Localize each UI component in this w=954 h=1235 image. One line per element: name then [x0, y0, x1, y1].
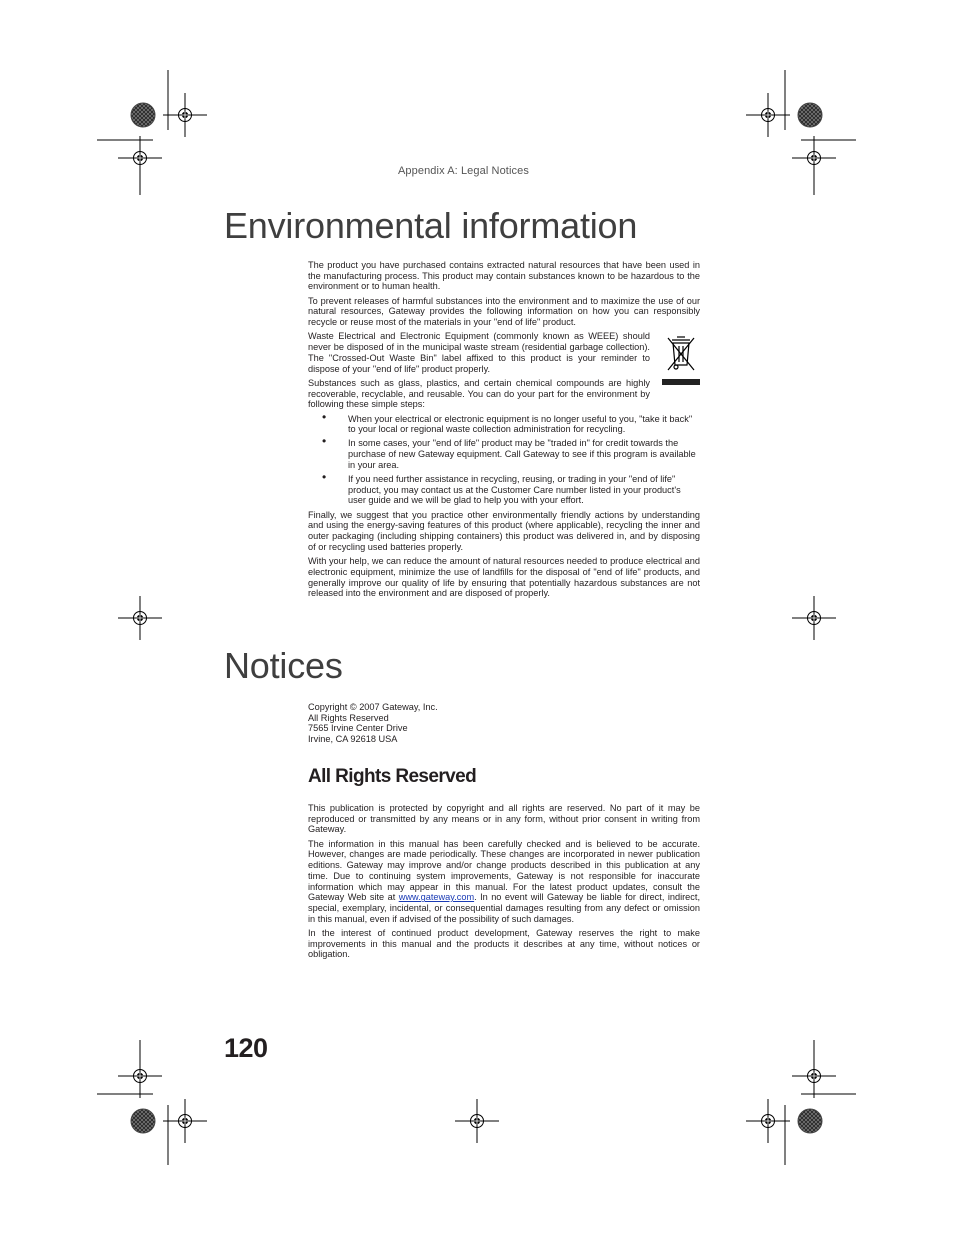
bullet-icon: • — [322, 470, 327, 485]
notices-paragraph-3: In the interest of continued product development, Gateway reserves the right to make improvements in this manual and the products it describes at any time, without notices or obligation. — [308, 927, 700, 960]
recycling-steps-list — [308, 409, 700, 507]
env-paragraph-2: To prevent releases of harmful substances into the environment and to maximize the use of our natural resources, Gateway provides the following information on how you can responsibly recycle or reuse most of the materials in your "end of life" product. — [308, 295, 700, 328]
crossed-out-waste-bin-icon — [662, 334, 700, 386]
environmental-heading: Environmental information — [224, 205, 638, 246]
gateway-website-link[interactable]: www.gateway.com — [398, 892, 475, 903]
env-paragraph-4: Substances such as glass, plastics, and certain chemical compounds are highly recoverable, recyclable, and reusable. You can do your part for the environment by following these simple steps: — [308, 377, 650, 410]
notices-paragraph-2: The information in this manual has been carefully checked and is believed to be accurate. However, changes are made periodically. These changes are incorporated in newer publication editions. Gateway may improve and/or change products described in this publication at any time. Due to continuing system improvements, Gateway is not responsible for inaccurate information which may appear in this manual. For the latest product updates, consult the Gateway Web site at www.gateway.com. In no event will Gateway be liable for direct, indirect, special, exemplary, incidental, or consequential damages resulting from any defect or omission in this manual, even if advised of the possibility of such damages. — [308, 838, 700, 924]
list-item: • If you need further assistance in recycling, reusing, or trading in your "end of life" product, you may contact us at the Customer Care number listed in your product's user guide and we will be glad to help you with your effort. — [322, 470, 681, 506]
bullet-icon: • — [322, 434, 327, 449]
all-rights-reserved-heading: All Rights Reserved — [308, 766, 477, 787]
notices-body — [308, 803, 700, 964]
env-paragraph-1: The product you have purchased contains extracted natural resources that have been used in the manufacturing process. This product may contain substances known to be hazardous to the environment or to human health. — [308, 260, 700, 292]
bullet-icon: • — [322, 409, 327, 424]
copyright-address-block — [308, 702, 700, 744]
env-paragraph-6: With your help, we can reduce the amount of natural resources needed to produce electrical and electronic equipment, minimize the use of landfills for the disposal of "end of life" products, and generally improve our quality of life by ensuring that potentially hazardous substances are not released into the environment and are disposed of properly. — [308, 556, 700, 599]
address-line: All Rights Reserved — [308, 712, 389, 723]
running-header: Appendix A: Legal Notices — [398, 165, 529, 177]
notices-heading: Notices — [224, 645, 343, 686]
address-line: 7565 Irvine Center Drive — [308, 723, 408, 733]
weee-block — [308, 331, 700, 410]
page-number: 120 — [224, 1033, 268, 1063]
address-line: Irvine, CA 92618 USA — [308, 733, 398, 744]
notices-paragraph-1: This publication is protected by copyright and all rights are reserved. No part of it may be reproduced or transmitted by any means or in any form, without prior consent in writing from Gateway. — [308, 803, 700, 835]
env-paragraph-5: Finally, we suggest that you practice other environmentally friendly actions by understanding and using the energy-saving features of this product (where applicable), recycling the inner and outer packaging (including shipping containers) this product was delivered in, and by disposing of or recycling used batteries properly. — [308, 509, 700, 552]
list-item: • In some cases, your "end of life" product may be "traded in" for credit towards the purchase of new Gateway equipment. Call Gateway to see if this program is available in your area. — [322, 434, 696, 470]
env-paragraph-3: Waste Electrical and Electronic Equipment (commonly known as WEEE) should never be disposed of in the municipal waste stream (residential garbage collection). The "Crossed-Out Waste Bin" label affixed to this product is your reminder to dispose of your "end of life" product properly. — [308, 331, 650, 374]
list-item: • When your electrical or electronic equipment is no longer useful to you, "take it back" to your local or regional waste collection administration for recycling. — [322, 409, 693, 435]
environmental-body — [308, 260, 700, 603]
address-line: Copyright © 2007 Gateway, Inc. — [308, 702, 438, 712]
